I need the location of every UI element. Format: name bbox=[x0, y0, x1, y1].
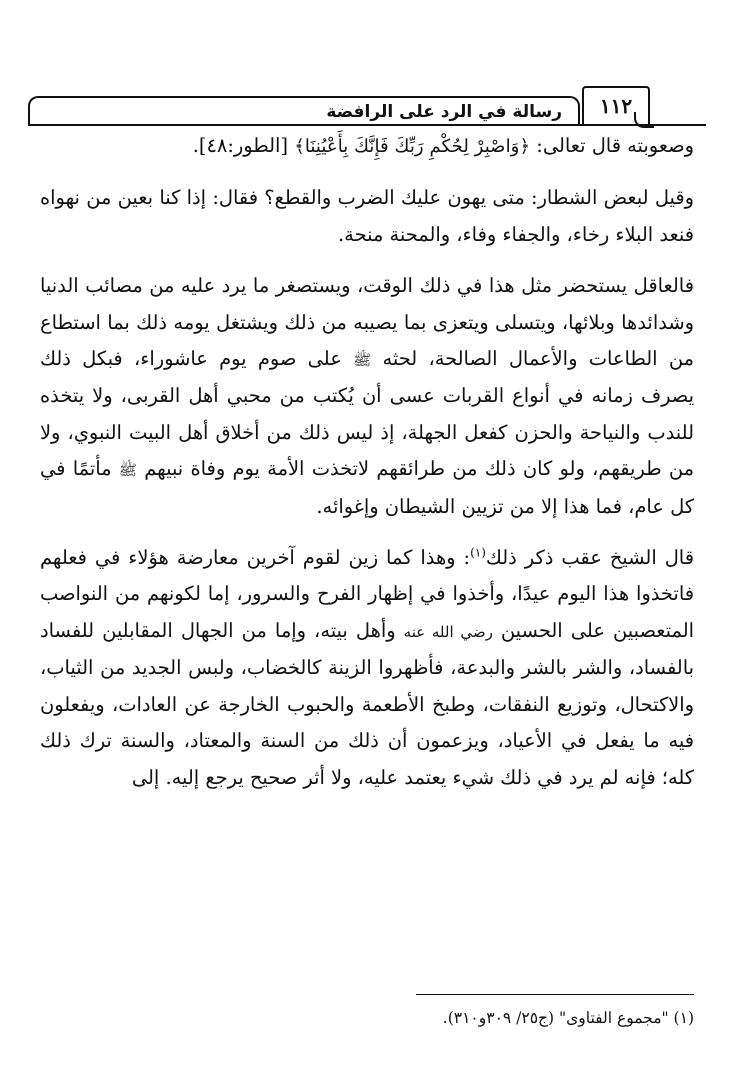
main-text bbox=[40, 128, 694, 796]
paragraph-3-part-c: مأتمًا في كل عام، فما هذا إلا من تزيين الشيطان وإغوائه. bbox=[40, 457, 694, 518]
paragraph-4-part-c: وأهل بيته، وإما من الجهال المقابلين للفساد بالفساد، والشر بالشر والبدعة، فأظهروا الزينة كالخضاب، ولبس الجديد من الثياب، والاكتحال، وتوزيع النفقات، وطبخ الأطعمة والحبوب الخارجة عن العادات، ويفعلون فيه ما يفعل في الأعياد، ويزعمون أن ذلك من السنة والمعتاد، والسنة ترك ذلك كله؛ فإنه لم يرد في ذلك شيء يعتمد عليه، ولا أثر صحيح يرجع إليه. إلى bbox=[40, 618, 694, 789]
paragraph-4-part-a: قال الشيخ عقب ذكر ذلك bbox=[485, 546, 694, 570]
footnote-marker[interactable]: (١) bbox=[470, 545, 486, 560]
paragraph-1-lead: وصعوبته قال تعالى: bbox=[530, 134, 694, 157]
paragraph-3 bbox=[40, 268, 694, 525]
honorific-salawat-1: ﷺ bbox=[353, 351, 372, 370]
paragraph-4 bbox=[40, 540, 694, 796]
paragraph-3-part-b: على صوم يوم عاشوراء، فبكل ذلك يصرف زمانه في أنواع القربات عسى أن يُكتب من محبي أهل القربى، ولا يتخذه للندب والنياحة والحزن كفعل الجهلة، إذ ليس ذلك من أخلاق أهل البيت النبوي، ولا من طريقهم، ولو كان ذلك من طرائقهم لاتخذت الأمة يوم وفاة نبيهم bbox=[40, 347, 694, 481]
verse-reference: [الطور:٤٨]. bbox=[192, 134, 295, 157]
quran-verse: ﴿وَاصْبِرْ لِحُكْمِ رَبِّكَ فَإِنَّكَ بِأَعْيُنِنَا﴾ bbox=[294, 136, 531, 157]
paragraph-4-part-b: : وهذا كما زين لقوم آخرين معارضة هؤلاء في فعلهم فاتخذوا هذا اليوم عيدًا، وأخذوا في إظهار الفرح والسرور، إما لكونهم من النواصب المتعصبين على الحسين bbox=[40, 546, 694, 642]
footnote: (١) "مجموع الفتاوى" (ج٢٥/ ٣٠٩و٣١٠). bbox=[442, 1009, 694, 1027]
footnote-rule bbox=[416, 994, 694, 995]
paragraph-3-part-a: فالعاقل يستحضر مثل هذا في ذلك الوقت، ويستصغر ما يرد عليه من مصائب الدنيا وشدائدها وبلائها، ويتسلى ويتعزى بما يصيبه من ذلك ويشتغل يومه ذلك بما استطاع من الطاعات والأعمال الصالحة، لحثه bbox=[40, 274, 695, 371]
paragraph-1 bbox=[40, 128, 694, 165]
honorific-salawat-2: ﷺ bbox=[118, 461, 137, 480]
paragraph-2: وقيل لبعض الشطار: متى يهون عليك الضرب والقطع؟ فقال: إذا كنا بعين من نهواه فنعد البلاء رخاء، والجفاء وفاء، والمحنة منحة. bbox=[40, 186, 694, 246]
running-header-frame bbox=[28, 96, 580, 126]
header-rule bbox=[28, 124, 706, 126]
running-header-title: رسالة في الرد على الرافضة bbox=[326, 102, 562, 122]
page-number: ١١٢ bbox=[599, 94, 633, 118]
honorific-radiallahu: رضي الله عنه bbox=[403, 622, 493, 641]
